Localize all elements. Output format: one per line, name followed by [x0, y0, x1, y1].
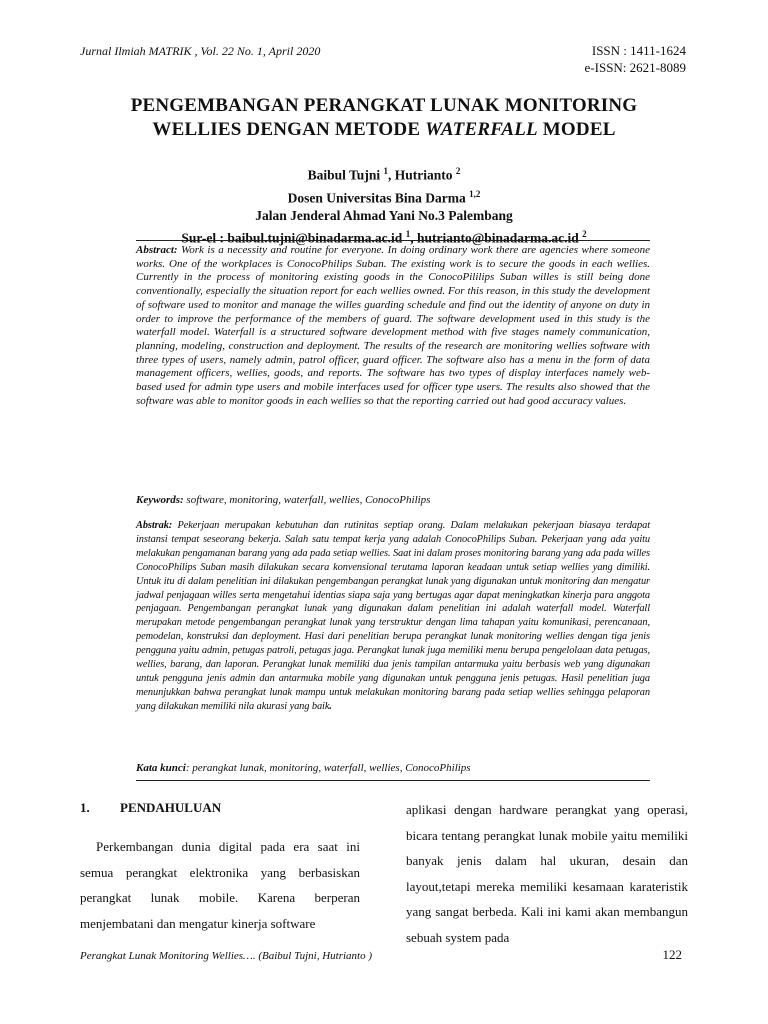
- abstract-indonesian: [136, 519, 650, 714]
- keywords-english: [136, 493, 650, 507]
- section-number: 1.: [80, 800, 90, 815]
- email-1: Sur-el : baibul.tujni@binadarma.ac.id: [181, 230, 406, 246]
- author-1-sup: 1: [383, 166, 388, 176]
- right-column: aplikasi dengan hardware perangkat yang operasi, bicara tentang perangkat lunak mobile yaitu memiliki banyak jenis dalam hal ukuran, desain dan layout,tetapi mereka memiliki kesamaan karateristik yang sangat berbeda. Kali ini kami akan membangun sebuah system pada: [406, 802, 688, 945]
- abstrak-text: Pekerjaan merupakan kebutuhan dan rutinitas septiap orang. Dalam melakukan pekerjaan biasaya terdapat instansi tempat seseorang bekerja. Salah satu tempat kerja yang adalah ConocoPhilips Suban. Pekerjaan yang ada yaitu melakukan pengamanan barang yang ada pada setiap wellies. Saat ini dalam proses monitoring barang yang ada pada willes ConocoPhilips Suban masih dilakukan secara konvensional terutama laporan keadaan untuk setiap wellies yang dimiliki. Untuk itu di dalam penelitian ini dilakukan pengembangan perangkat lunak yang digunakan untuk monitoring dan mengatur jadwal penjagaan willes serta mengetahui identias siapa saja yang bertugas agar dapat meningkatkan kinerja para anggota penjagaan. Pengembangan perangkat lunak yang digunakan dalam penelitian ini adalah waterfall model. Waterfall merupakan metode pengembangan perangkat lunak yang terstruktur dengan lima tahapan yaitu komunikasi, perencanaan, pemodelan, konstruksi dan deployment. Hasi dari penelitian berupa perangkat lunak monitoring wellies dengan tiga jenis pengguna yaitu admin, petugas patroli, petugas jaga. Perangkat lunak juga memiliki menu berupa pengelolaan data petugas, wellies, barang, dan laporan. Perangkat lunak memiliki dua jenis tampilan antarmuka yaitu berbasis web yang digunakan untuk pengguna jenis admin dan antarmuka mobile yang digunakan untuk pengguna jenis petugas. Hasil penelitian juga menunjukkan bahwa perangkat lunak mampu untuk melakukan monitoring barang pada setiap wellies sehingga pelaporan yang dilakukan memiliki nila akurasi yang baik: [136, 520, 650, 712]
- author-names: [60, 162, 708, 185]
- e-issn: e-ISSN: 2621-8089: [584, 60, 686, 75]
- author-2: , Hutrianto: [387, 167, 456, 183]
- page-number: 122: [662, 947, 682, 962]
- left-column: [80, 800, 360, 936]
- abstrak-end: .: [329, 700, 332, 712]
- author-block: [60, 162, 708, 248]
- issn: ISSN : 1411-1624: [591, 43, 686, 58]
- intro-paragraph: Perkembangan dunia digital pada era saat ini semua perangkat elektronika yang berbasiskan perangkat lunak mobile. Karena berperan menjembatani dan mengatur kinerja software: [80, 839, 360, 931]
- affiliation: [60, 185, 708, 208]
- title-line-2-prefix: WELLIES DENGAN METODE: [152, 119, 426, 140]
- email-2: , hutrianto@binadarma.ac.id: [410, 230, 583, 246]
- abstract-label: Abstract:: [136, 244, 178, 256]
- abstract-text: Work is a necessity and routine for everyone. In doing ordinary work there are agencies where someone works. One of the workplaces is ConocoPhilips Suban. The existing work is to secure the goods in each wellies. Currently in the process of monitoring existing goods in the ConocoPililips Suban willes is still being done conventionally, especially the situation report for each wellies owned. For this reason, in this study the development of software used to monitor and manage the willes guarding schedule and find out the identity of anyone on duty in order to improve the performance of the members of guard. The software development used in this study is the waterfall model. Waterfall is a structured software development method with five stages namely communication, planning, modeling, construction and deployment. The results of the research are monitoring wellies software with three types of users, namely admin, patrol officer, guard officer. The software also has a menu in the form of data management officers, wellies, goods, and reports. The software has two types of display interfaces namely web-based used for admin type users and mobile interfaces used for officer type users. The results also showed that the software was able to monitor goods in each wellies so that the reporting carried out had good accuracy values.: [136, 244, 650, 407]
- email-2-sup: 2: [582, 229, 587, 239]
- affiliation-text: Dosen Universitas Bina Darma: [287, 190, 470, 205]
- title-line-1: PENGEMBANGAN PERANGKAT LUNAK MONITORING: [130, 95, 638, 116]
- journal-header: Jurnal Ilmiah MATRIK , Vol. 22 No. 1, April 2020: [80, 44, 321, 58]
- author-1: Baibul Tujni: [307, 167, 384, 183]
- abstract-english: [136, 240, 650, 408]
- title-line-2: [60, 118, 708, 142]
- keywords-text: software, monitoring, waterfall, wellies, ConocoPhilips: [183, 494, 431, 506]
- paper-title: [60, 94, 708, 142]
- keywords-label: Keywords:: [136, 494, 184, 506]
- title-line-2-suffix: MODEL: [537, 119, 616, 140]
- section-heading: [80, 800, 360, 816]
- kata-kunci-label: Kata kunci: [136, 762, 186, 774]
- abstrak-label: Abstrak:: [136, 520, 173, 531]
- email-1-sup: 1: [405, 229, 411, 239]
- author-2-sup: 2: [455, 166, 461, 176]
- address: Jalan Jenderal Ahmad Yani No.3 Palembang: [255, 208, 513, 223]
- kata-kunci-text: : perangkat lunak, monitoring, waterfall, wellies, ConocoPhilips: [185, 762, 471, 774]
- affiliation-sup-2: ,2: [473, 188, 481, 199]
- running-footer: Perangkat Lunak Monitoring Wellies…. (Baibul Tujni, Hutrianto ): [80, 950, 373, 962]
- section-title: PENDAHULUAN: [120, 800, 222, 815]
- keywords-indonesian: [136, 761, 650, 781]
- issn-block: [585, 42, 686, 76]
- affiliation-sup: 1: [469, 188, 474, 199]
- title-line-2-italic: WATERFALL: [425, 119, 538, 140]
